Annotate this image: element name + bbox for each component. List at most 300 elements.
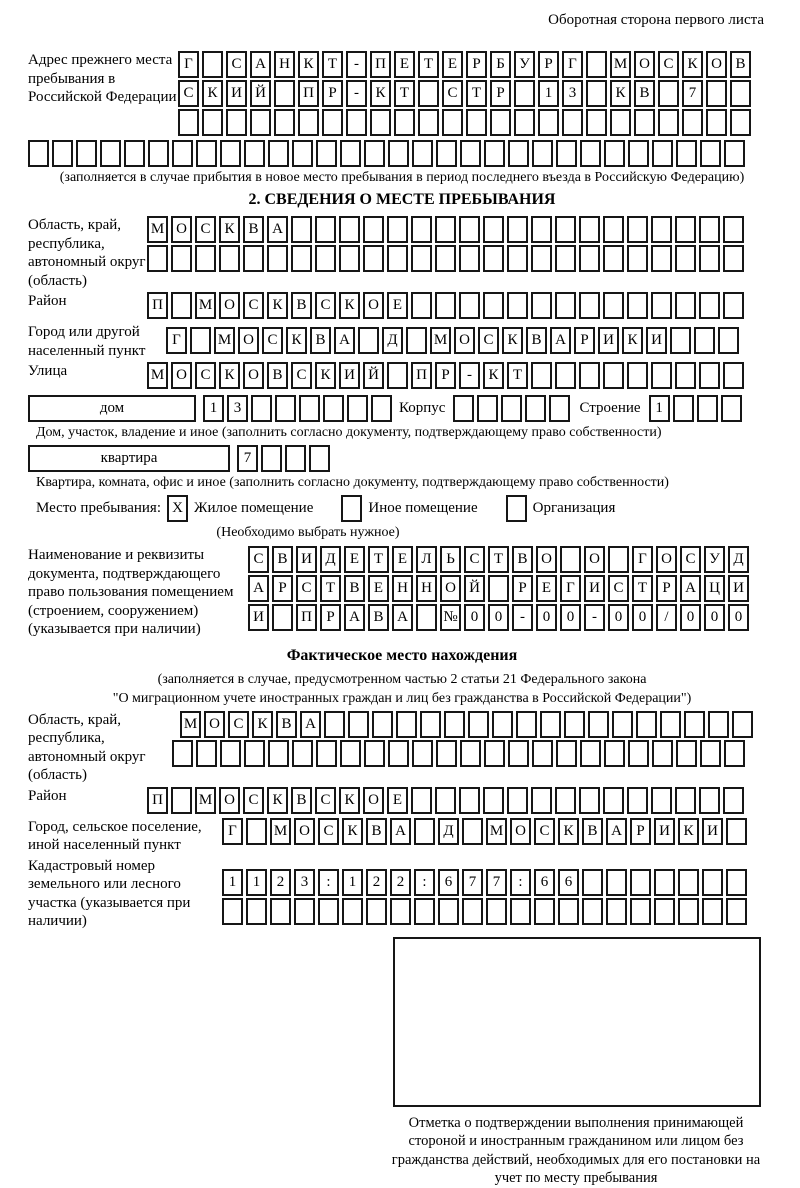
char-cell[interactable] bbox=[723, 362, 744, 389]
char-cell[interactable]: И bbox=[248, 604, 269, 631]
char-cell[interactable] bbox=[564, 711, 585, 738]
char-cell[interactable]: К bbox=[339, 292, 360, 319]
char-cell[interactable] bbox=[579, 292, 600, 319]
char-cell[interactable] bbox=[267, 245, 288, 272]
char-cell[interactable] bbox=[172, 740, 193, 767]
char-cell[interactable]: С bbox=[243, 292, 264, 319]
char-cell[interactable] bbox=[348, 711, 369, 738]
char-cell[interactable]: С bbox=[226, 51, 247, 78]
char-cell[interactable] bbox=[579, 362, 600, 389]
char-cell[interactable] bbox=[172, 140, 193, 167]
char-cell[interactable] bbox=[299, 395, 320, 422]
char-cell[interactable]: С bbox=[228, 711, 249, 738]
char-cell[interactable] bbox=[678, 898, 699, 925]
char-cell[interactable] bbox=[514, 109, 535, 136]
char-cell[interactable]: И bbox=[702, 818, 723, 845]
char-cell[interactable]: О bbox=[584, 546, 605, 573]
char-cell[interactable]: О bbox=[440, 575, 461, 602]
char-cell[interactable]: В bbox=[272, 546, 293, 573]
char-cell[interactable] bbox=[532, 740, 553, 767]
char-cell[interactable] bbox=[171, 292, 192, 319]
char-cell[interactable] bbox=[603, 292, 624, 319]
char-cell[interactable]: О bbox=[363, 292, 384, 319]
char-cell[interactable]: А bbox=[300, 711, 321, 738]
char-cell[interactable]: Г bbox=[632, 546, 653, 573]
char-cell[interactable] bbox=[651, 245, 672, 272]
char-cell[interactable] bbox=[411, 245, 432, 272]
char-cell[interactable]: 2 bbox=[390, 869, 411, 896]
char-cell[interactable]: А bbox=[680, 575, 701, 602]
char-cell[interactable] bbox=[603, 362, 624, 389]
char-cell[interactable] bbox=[652, 740, 673, 767]
char-cell[interactable] bbox=[363, 216, 384, 243]
char-cell[interactable] bbox=[627, 292, 648, 319]
char-cell[interactable] bbox=[603, 216, 624, 243]
char-cell[interactable] bbox=[270, 898, 291, 925]
char-cell[interactable]: В bbox=[291, 787, 312, 814]
char-cell[interactable] bbox=[414, 898, 435, 925]
char-cell[interactable]: Й bbox=[464, 575, 485, 602]
char-cell[interactable] bbox=[658, 109, 679, 136]
char-cell[interactable]: 1 bbox=[342, 869, 363, 896]
char-cell[interactable] bbox=[251, 395, 272, 422]
char-cell[interactable]: С bbox=[291, 362, 312, 389]
char-cell[interactable]: Е bbox=[387, 292, 408, 319]
char-cell[interactable] bbox=[603, 787, 624, 814]
char-cell[interactable]: : bbox=[510, 869, 531, 896]
char-cell[interactable]: В bbox=[366, 818, 387, 845]
char-cell[interactable]: М bbox=[214, 327, 235, 354]
char-cell[interactable]: Т bbox=[322, 51, 343, 78]
char-cell[interactable]: 7 bbox=[237, 445, 258, 472]
char-cell[interactable]: 7 bbox=[682, 80, 703, 107]
char-cell[interactable] bbox=[315, 245, 336, 272]
char-cell[interactable] bbox=[202, 51, 223, 78]
char-cell[interactable]: Е bbox=[392, 546, 413, 573]
char-cell[interactable] bbox=[411, 216, 432, 243]
char-cell[interactable] bbox=[608, 546, 629, 573]
char-cell[interactable]: О bbox=[510, 818, 531, 845]
char-cell[interactable] bbox=[562, 109, 583, 136]
char-cell[interactable] bbox=[580, 740, 601, 767]
char-cell[interactable] bbox=[358, 327, 379, 354]
char-cell[interactable] bbox=[477, 395, 498, 422]
char-cell[interactable] bbox=[366, 898, 387, 925]
char-cell[interactable] bbox=[316, 140, 337, 167]
char-cell[interactable]: П bbox=[147, 787, 168, 814]
char-cell[interactable] bbox=[538, 109, 559, 136]
char-cell[interactable] bbox=[420, 711, 441, 738]
char-cell[interactable] bbox=[340, 740, 361, 767]
char-cell[interactable] bbox=[628, 140, 649, 167]
char-cell[interactable] bbox=[462, 818, 483, 845]
char-cell[interactable] bbox=[244, 740, 265, 767]
char-cell[interactable]: М bbox=[610, 51, 631, 78]
char-cell[interactable] bbox=[555, 362, 576, 389]
char-cell[interactable] bbox=[411, 292, 432, 319]
char-cell[interactable] bbox=[484, 740, 505, 767]
char-cell[interactable] bbox=[721, 395, 742, 422]
char-cell[interactable] bbox=[453, 395, 474, 422]
char-cell[interactable]: С bbox=[318, 818, 339, 845]
char-cell[interactable]: Т bbox=[394, 80, 415, 107]
char-cell[interactable]: П bbox=[298, 80, 319, 107]
house-type-box[interactable]: дом bbox=[28, 395, 196, 422]
char-cell[interactable]: К bbox=[682, 51, 703, 78]
char-cell[interactable]: У bbox=[514, 51, 535, 78]
char-cell[interactable]: К bbox=[219, 362, 240, 389]
char-cell[interactable]: 3 bbox=[562, 80, 583, 107]
char-cell[interactable]: С bbox=[248, 546, 269, 573]
char-cell[interactable] bbox=[316, 740, 337, 767]
char-cell[interactable] bbox=[100, 140, 121, 167]
char-cell[interactable]: В bbox=[276, 711, 297, 738]
char-cell[interactable]: 0 bbox=[704, 604, 725, 631]
char-cell[interactable]: О bbox=[706, 51, 727, 78]
char-cell[interactable]: Д bbox=[438, 818, 459, 845]
char-cell[interactable] bbox=[339, 245, 360, 272]
char-cell[interactable]: С bbox=[478, 327, 499, 354]
char-cell[interactable] bbox=[396, 711, 417, 738]
char-cell[interactable] bbox=[346, 109, 367, 136]
char-cell[interactable]: 3 bbox=[294, 869, 315, 896]
char-cell[interactable]: М bbox=[270, 818, 291, 845]
char-cell[interactable] bbox=[387, 216, 408, 243]
char-cell[interactable]: - bbox=[584, 604, 605, 631]
char-cell[interactable]: О bbox=[219, 292, 240, 319]
char-cell[interactable]: С bbox=[178, 80, 199, 107]
char-cell[interactable] bbox=[435, 787, 456, 814]
char-cell[interactable]: 1 bbox=[203, 395, 224, 422]
char-cell[interactable] bbox=[508, 140, 529, 167]
char-cell[interactable] bbox=[678, 869, 699, 896]
checkbox-residential[interactable]: X bbox=[167, 495, 188, 522]
char-cell[interactable]: О bbox=[634, 51, 655, 78]
char-cell[interactable] bbox=[654, 869, 675, 896]
char-cell[interactable] bbox=[579, 216, 600, 243]
char-cell[interactable] bbox=[418, 80, 439, 107]
char-cell[interactable] bbox=[706, 80, 727, 107]
char-cell[interactable] bbox=[606, 898, 627, 925]
char-cell[interactable]: Е bbox=[442, 51, 463, 78]
char-cell[interactable] bbox=[514, 80, 535, 107]
char-cell[interactable]: М bbox=[147, 362, 168, 389]
char-cell[interactable]: М bbox=[195, 292, 216, 319]
char-cell[interactable] bbox=[460, 140, 481, 167]
char-cell[interactable] bbox=[651, 216, 672, 243]
char-cell[interactable] bbox=[274, 109, 295, 136]
char-cell[interactable]: О bbox=[454, 327, 475, 354]
char-cell[interactable] bbox=[268, 740, 289, 767]
char-cell[interactable] bbox=[501, 395, 522, 422]
char-cell[interactable]: В bbox=[310, 327, 331, 354]
char-cell[interactable] bbox=[309, 445, 330, 472]
char-cell[interactable] bbox=[555, 216, 576, 243]
char-cell[interactable]: В bbox=[243, 216, 264, 243]
char-cell[interactable] bbox=[364, 140, 385, 167]
char-cell[interactable]: Т bbox=[368, 546, 389, 573]
char-cell[interactable]: К bbox=[298, 51, 319, 78]
char-cell[interactable] bbox=[364, 740, 385, 767]
char-cell[interactable] bbox=[483, 787, 504, 814]
char-cell[interactable] bbox=[582, 869, 603, 896]
char-cell[interactable] bbox=[406, 327, 427, 354]
char-cell[interactable] bbox=[435, 245, 456, 272]
char-cell[interactable] bbox=[540, 711, 561, 738]
char-cell[interactable] bbox=[651, 362, 672, 389]
char-cell[interactable]: П bbox=[370, 51, 391, 78]
char-cell[interactable]: И bbox=[654, 818, 675, 845]
char-cell[interactable]: А bbox=[344, 604, 365, 631]
char-cell[interactable]: О bbox=[171, 362, 192, 389]
char-cell[interactable] bbox=[388, 140, 409, 167]
char-cell[interactable] bbox=[190, 327, 211, 354]
char-cell[interactable] bbox=[579, 787, 600, 814]
char-cell[interactable] bbox=[697, 395, 718, 422]
char-cell[interactable]: С bbox=[315, 292, 336, 319]
char-cell[interactable]: К bbox=[483, 362, 504, 389]
char-cell[interactable] bbox=[726, 898, 747, 925]
char-cell[interactable] bbox=[388, 740, 409, 767]
char-cell[interactable] bbox=[390, 898, 411, 925]
char-cell[interactable] bbox=[723, 216, 744, 243]
char-cell[interactable] bbox=[322, 109, 343, 136]
char-cell[interactable]: С bbox=[315, 787, 336, 814]
char-cell[interactable]: К bbox=[339, 787, 360, 814]
char-cell[interactable]: 7 bbox=[486, 869, 507, 896]
char-cell[interactable] bbox=[435, 292, 456, 319]
char-cell[interactable] bbox=[459, 292, 480, 319]
char-cell[interactable]: С bbox=[296, 575, 317, 602]
char-cell[interactable] bbox=[492, 711, 513, 738]
char-cell[interactable]: 6 bbox=[438, 869, 459, 896]
char-cell[interactable] bbox=[442, 109, 463, 136]
char-cell[interactable] bbox=[274, 80, 295, 107]
char-cell[interactable] bbox=[202, 109, 223, 136]
char-cell[interactable] bbox=[291, 245, 312, 272]
char-cell[interactable] bbox=[148, 140, 169, 167]
char-cell[interactable]: К bbox=[267, 292, 288, 319]
char-cell[interactable] bbox=[676, 140, 697, 167]
char-cell[interactable] bbox=[630, 898, 651, 925]
char-cell[interactable] bbox=[730, 109, 751, 136]
char-cell[interactable]: 0 bbox=[728, 604, 749, 631]
char-cell[interactable] bbox=[604, 740, 625, 767]
char-cell[interactable] bbox=[675, 216, 696, 243]
char-cell[interactable]: С bbox=[195, 216, 216, 243]
char-cell[interactable]: М bbox=[147, 216, 168, 243]
char-cell[interactable]: Р bbox=[490, 80, 511, 107]
char-cell[interactable] bbox=[726, 869, 747, 896]
char-cell[interactable] bbox=[76, 140, 97, 167]
char-cell[interactable]: В bbox=[267, 362, 288, 389]
char-cell[interactable]: Р bbox=[320, 604, 341, 631]
char-cell[interactable]: Т bbox=[466, 80, 487, 107]
char-cell[interactable]: И bbox=[646, 327, 667, 354]
char-cell[interactable]: : bbox=[414, 869, 435, 896]
char-cell[interactable]: А bbox=[250, 51, 271, 78]
char-cell[interactable]: Е bbox=[368, 575, 389, 602]
char-cell[interactable] bbox=[651, 787, 672, 814]
char-cell[interactable]: 2 bbox=[366, 869, 387, 896]
char-cell[interactable]: 2 bbox=[270, 869, 291, 896]
char-cell[interactable] bbox=[226, 109, 247, 136]
char-cell[interactable] bbox=[730, 80, 751, 107]
char-cell[interactable] bbox=[627, 216, 648, 243]
char-cell[interactable] bbox=[244, 140, 265, 167]
char-cell[interactable] bbox=[507, 292, 528, 319]
char-cell[interactable] bbox=[412, 140, 433, 167]
char-cell[interactable]: У bbox=[704, 546, 725, 573]
char-cell[interactable] bbox=[387, 245, 408, 272]
char-cell[interactable]: К bbox=[502, 327, 523, 354]
char-cell[interactable]: 6 bbox=[558, 869, 579, 896]
char-cell[interactable] bbox=[28, 140, 49, 167]
checkbox-other-premises[interactable] bbox=[341, 495, 362, 522]
char-cell[interactable]: - bbox=[346, 51, 367, 78]
char-cell[interactable] bbox=[339, 216, 360, 243]
char-cell[interactable] bbox=[459, 216, 480, 243]
char-cell[interactable] bbox=[435, 216, 456, 243]
char-cell[interactable] bbox=[460, 740, 481, 767]
char-cell[interactable] bbox=[490, 109, 511, 136]
char-cell[interactable]: Н bbox=[392, 575, 413, 602]
char-cell[interactable]: Л bbox=[416, 546, 437, 573]
char-cell[interactable] bbox=[508, 740, 529, 767]
char-cell[interactable] bbox=[285, 445, 306, 472]
char-cell[interactable] bbox=[510, 898, 531, 925]
char-cell[interactable] bbox=[342, 898, 363, 925]
char-cell[interactable]: И bbox=[296, 546, 317, 573]
char-cell[interactable] bbox=[534, 898, 555, 925]
char-cell[interactable]: А bbox=[550, 327, 571, 354]
char-cell[interactable] bbox=[370, 109, 391, 136]
char-cell[interactable] bbox=[483, 216, 504, 243]
char-cell[interactable] bbox=[507, 787, 528, 814]
char-cell[interactable] bbox=[318, 898, 339, 925]
char-cell[interactable]: 0 bbox=[560, 604, 581, 631]
char-cell[interactable] bbox=[250, 109, 271, 136]
char-cell[interactable] bbox=[634, 109, 655, 136]
char-cell[interactable]: 3 bbox=[227, 395, 248, 422]
char-cell[interactable] bbox=[700, 140, 721, 167]
char-cell[interactable]: Е bbox=[394, 51, 415, 78]
char-cell[interactable]: К bbox=[267, 787, 288, 814]
char-cell[interactable] bbox=[372, 711, 393, 738]
char-cell[interactable]: В bbox=[368, 604, 389, 631]
char-cell[interactable] bbox=[682, 109, 703, 136]
char-cell[interactable] bbox=[610, 109, 631, 136]
char-cell[interactable] bbox=[699, 216, 720, 243]
checkbox-organization[interactable] bbox=[506, 495, 527, 522]
char-cell[interactable]: - bbox=[459, 362, 480, 389]
char-cell[interactable] bbox=[412, 740, 433, 767]
char-cell[interactable] bbox=[436, 740, 457, 767]
char-cell[interactable]: 1 bbox=[538, 80, 559, 107]
char-cell[interactable] bbox=[147, 245, 168, 272]
char-cell[interactable] bbox=[588, 711, 609, 738]
char-cell[interactable]: К bbox=[370, 80, 391, 107]
char-cell[interactable]: Б bbox=[490, 51, 511, 78]
char-cell[interactable] bbox=[459, 787, 480, 814]
char-cell[interactable]: А bbox=[390, 818, 411, 845]
char-cell[interactable] bbox=[124, 140, 145, 167]
char-cell[interactable]: Е bbox=[536, 575, 557, 602]
char-cell[interactable]: Т bbox=[507, 362, 528, 389]
char-cell[interactable]: А bbox=[392, 604, 413, 631]
char-cell[interactable]: Р bbox=[435, 362, 456, 389]
char-cell[interactable]: Г bbox=[166, 327, 187, 354]
char-cell[interactable] bbox=[699, 787, 720, 814]
char-cell[interactable] bbox=[606, 869, 627, 896]
char-cell[interactable]: В bbox=[730, 51, 751, 78]
char-cell[interactable]: М bbox=[430, 327, 451, 354]
char-cell[interactable] bbox=[52, 140, 73, 167]
char-cell[interactable]: Д bbox=[320, 546, 341, 573]
char-cell[interactable]: Р bbox=[538, 51, 559, 78]
char-cell[interactable] bbox=[531, 362, 552, 389]
char-cell[interactable]: 0 bbox=[608, 604, 629, 631]
char-cell[interactable] bbox=[724, 140, 745, 167]
char-cell[interactable]: Н bbox=[416, 575, 437, 602]
char-cell[interactable] bbox=[708, 711, 729, 738]
char-cell[interactable]: А bbox=[606, 818, 627, 845]
char-cell[interactable] bbox=[414, 818, 435, 845]
char-cell[interactable]: К bbox=[678, 818, 699, 845]
char-cell[interactable]: 1 bbox=[222, 869, 243, 896]
char-cell[interactable] bbox=[580, 140, 601, 167]
char-cell[interactable]: Т bbox=[488, 546, 509, 573]
char-cell[interactable]: М bbox=[180, 711, 201, 738]
char-cell[interactable]: Е bbox=[387, 787, 408, 814]
char-cell[interactable]: О bbox=[363, 787, 384, 814]
char-cell[interactable] bbox=[560, 546, 581, 573]
char-cell[interactable] bbox=[243, 245, 264, 272]
char-cell[interactable] bbox=[196, 140, 217, 167]
char-cell[interactable] bbox=[268, 140, 289, 167]
char-cell[interactable] bbox=[612, 711, 633, 738]
char-cell[interactable] bbox=[673, 395, 694, 422]
char-cell[interactable] bbox=[586, 80, 607, 107]
char-cell[interactable]: 7 bbox=[462, 869, 483, 896]
char-cell[interactable]: 0 bbox=[680, 604, 701, 631]
char-cell[interactable] bbox=[658, 80, 679, 107]
char-cell[interactable]: В bbox=[291, 292, 312, 319]
char-cell[interactable]: С bbox=[608, 575, 629, 602]
char-cell[interactable]: № bbox=[440, 604, 461, 631]
char-cell[interactable]: О bbox=[243, 362, 264, 389]
char-cell[interactable] bbox=[220, 140, 241, 167]
char-cell[interactable]: К bbox=[342, 818, 363, 845]
char-cell[interactable]: П bbox=[296, 604, 317, 631]
char-cell[interactable]: 1 bbox=[246, 869, 267, 896]
char-cell[interactable] bbox=[466, 109, 487, 136]
char-cell[interactable]: С bbox=[534, 818, 555, 845]
char-cell[interactable]: : bbox=[318, 869, 339, 896]
char-cell[interactable]: С bbox=[442, 80, 463, 107]
char-cell[interactable]: / bbox=[656, 604, 677, 631]
char-cell[interactable] bbox=[586, 51, 607, 78]
char-cell[interactable] bbox=[436, 140, 457, 167]
char-cell[interactable] bbox=[676, 740, 697, 767]
char-cell[interactable] bbox=[699, 362, 720, 389]
char-cell[interactable] bbox=[579, 245, 600, 272]
char-cell[interactable] bbox=[604, 140, 625, 167]
char-cell[interactable]: Р bbox=[574, 327, 595, 354]
char-cell[interactable]: О bbox=[656, 546, 677, 573]
char-cell[interactable]: К bbox=[558, 818, 579, 845]
char-cell[interactable] bbox=[684, 711, 705, 738]
